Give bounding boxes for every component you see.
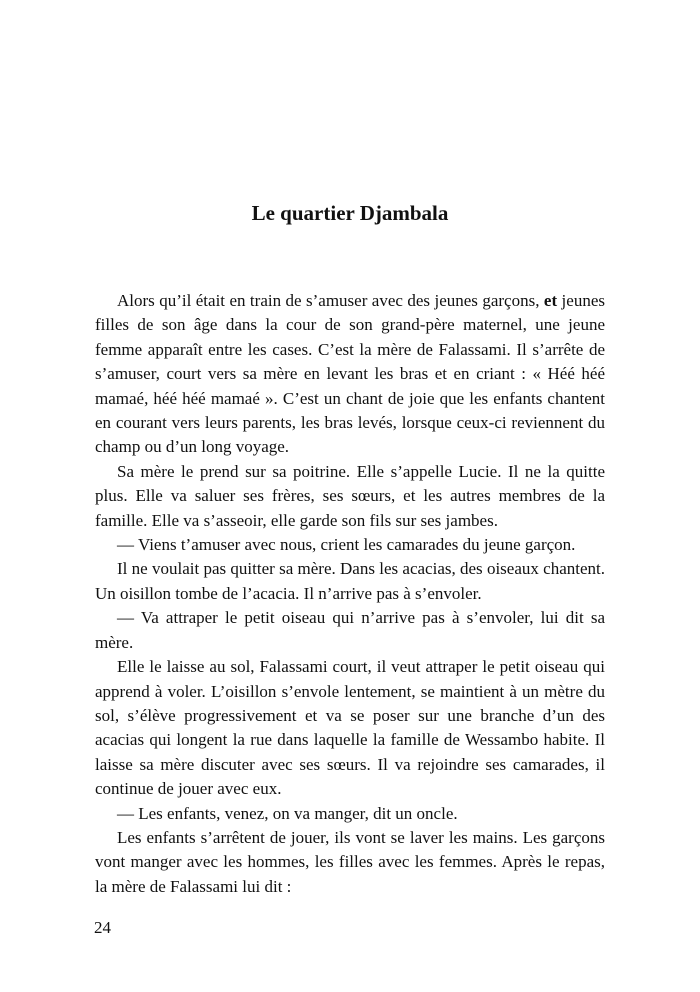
page-number: 24: [94, 918, 111, 937]
paragraph-1-start: Alors qu’il était en train de s’amuser avec des jeunes garçons,: [117, 291, 544, 310]
bold-word: et: [543, 291, 558, 310]
paragraph-3: — Viens t’amuser avec nous, crient les camarades du jeune garçon.: [117, 535, 576, 555]
paragraph-7: — Les enfants, venez, on va manger, dit un oncle.: [117, 803, 458, 823]
paragraph-4: Il ne voulait pas quitter sa mère. Dans les acacias, des oiseaux chantent. Un oisillon tombe de l’acacia. Il n’arrive pas à s’envoler.: [95, 559, 605, 603]
paragraph-8: Les enfants s’arrêtent de jouer, ils vont se laver les mains. Les garçons vont manger avec les hommes, les filles avec les femmes. Après le repas, la mère de Falassami lui dit :: [95, 827, 605, 896]
paragraph-2: Sa mère le prend sur sa poitrine. Elle s’appelle Lucie. Il ne la quitte plus. Elle va saluer ses frères, ses sœurs, et les autres membres de la famille. Elle va s’asseoir, elle garde son fils sur ses jambes.: [95, 461, 605, 530]
paragraph-1: [95, 289, 605, 460]
paragraph-1-rest: jeunes filles de son âge dans la cour de son grand-père maternel, une jeune femme apparaît entre les cases. C’est la mère de Falassami. Il s’arrête de s’amuser, court vers sa mère en levant les bras et en criant : « Héé héé mamaé, héé héé mamaé ». C’est un chant de joie que les enfants chantent en courant vers leurs parents, les bras levés, lorsque ceux-ci reviennent du champ ou d’un long voyage.: [95, 291, 605, 457]
body-text: [95, 289, 605, 899]
chapter-title: Le quartier Djambala: [251, 201, 449, 225]
paragraph-5: — Va attraper le petit oiseau qui n’arrive pas à s’envoler, lui dit sa mère.: [95, 608, 605, 652]
paragraph-6: Elle le laisse au sol, Falassami court, il veut attraper le petit oiseau qui apprend à voler. L’oisillon s’envole lentement, se maintient à un mètre du sol, s’élève progressivement et va se poser sur une branche d’un des acacias qui longent la rue dans laquelle la famille de Wessambo habite. Il laisse sa mère discuter avec ses sœurs. Il va rejoindre ses camarades, il continue de jouer avec eux.: [95, 657, 605, 799]
